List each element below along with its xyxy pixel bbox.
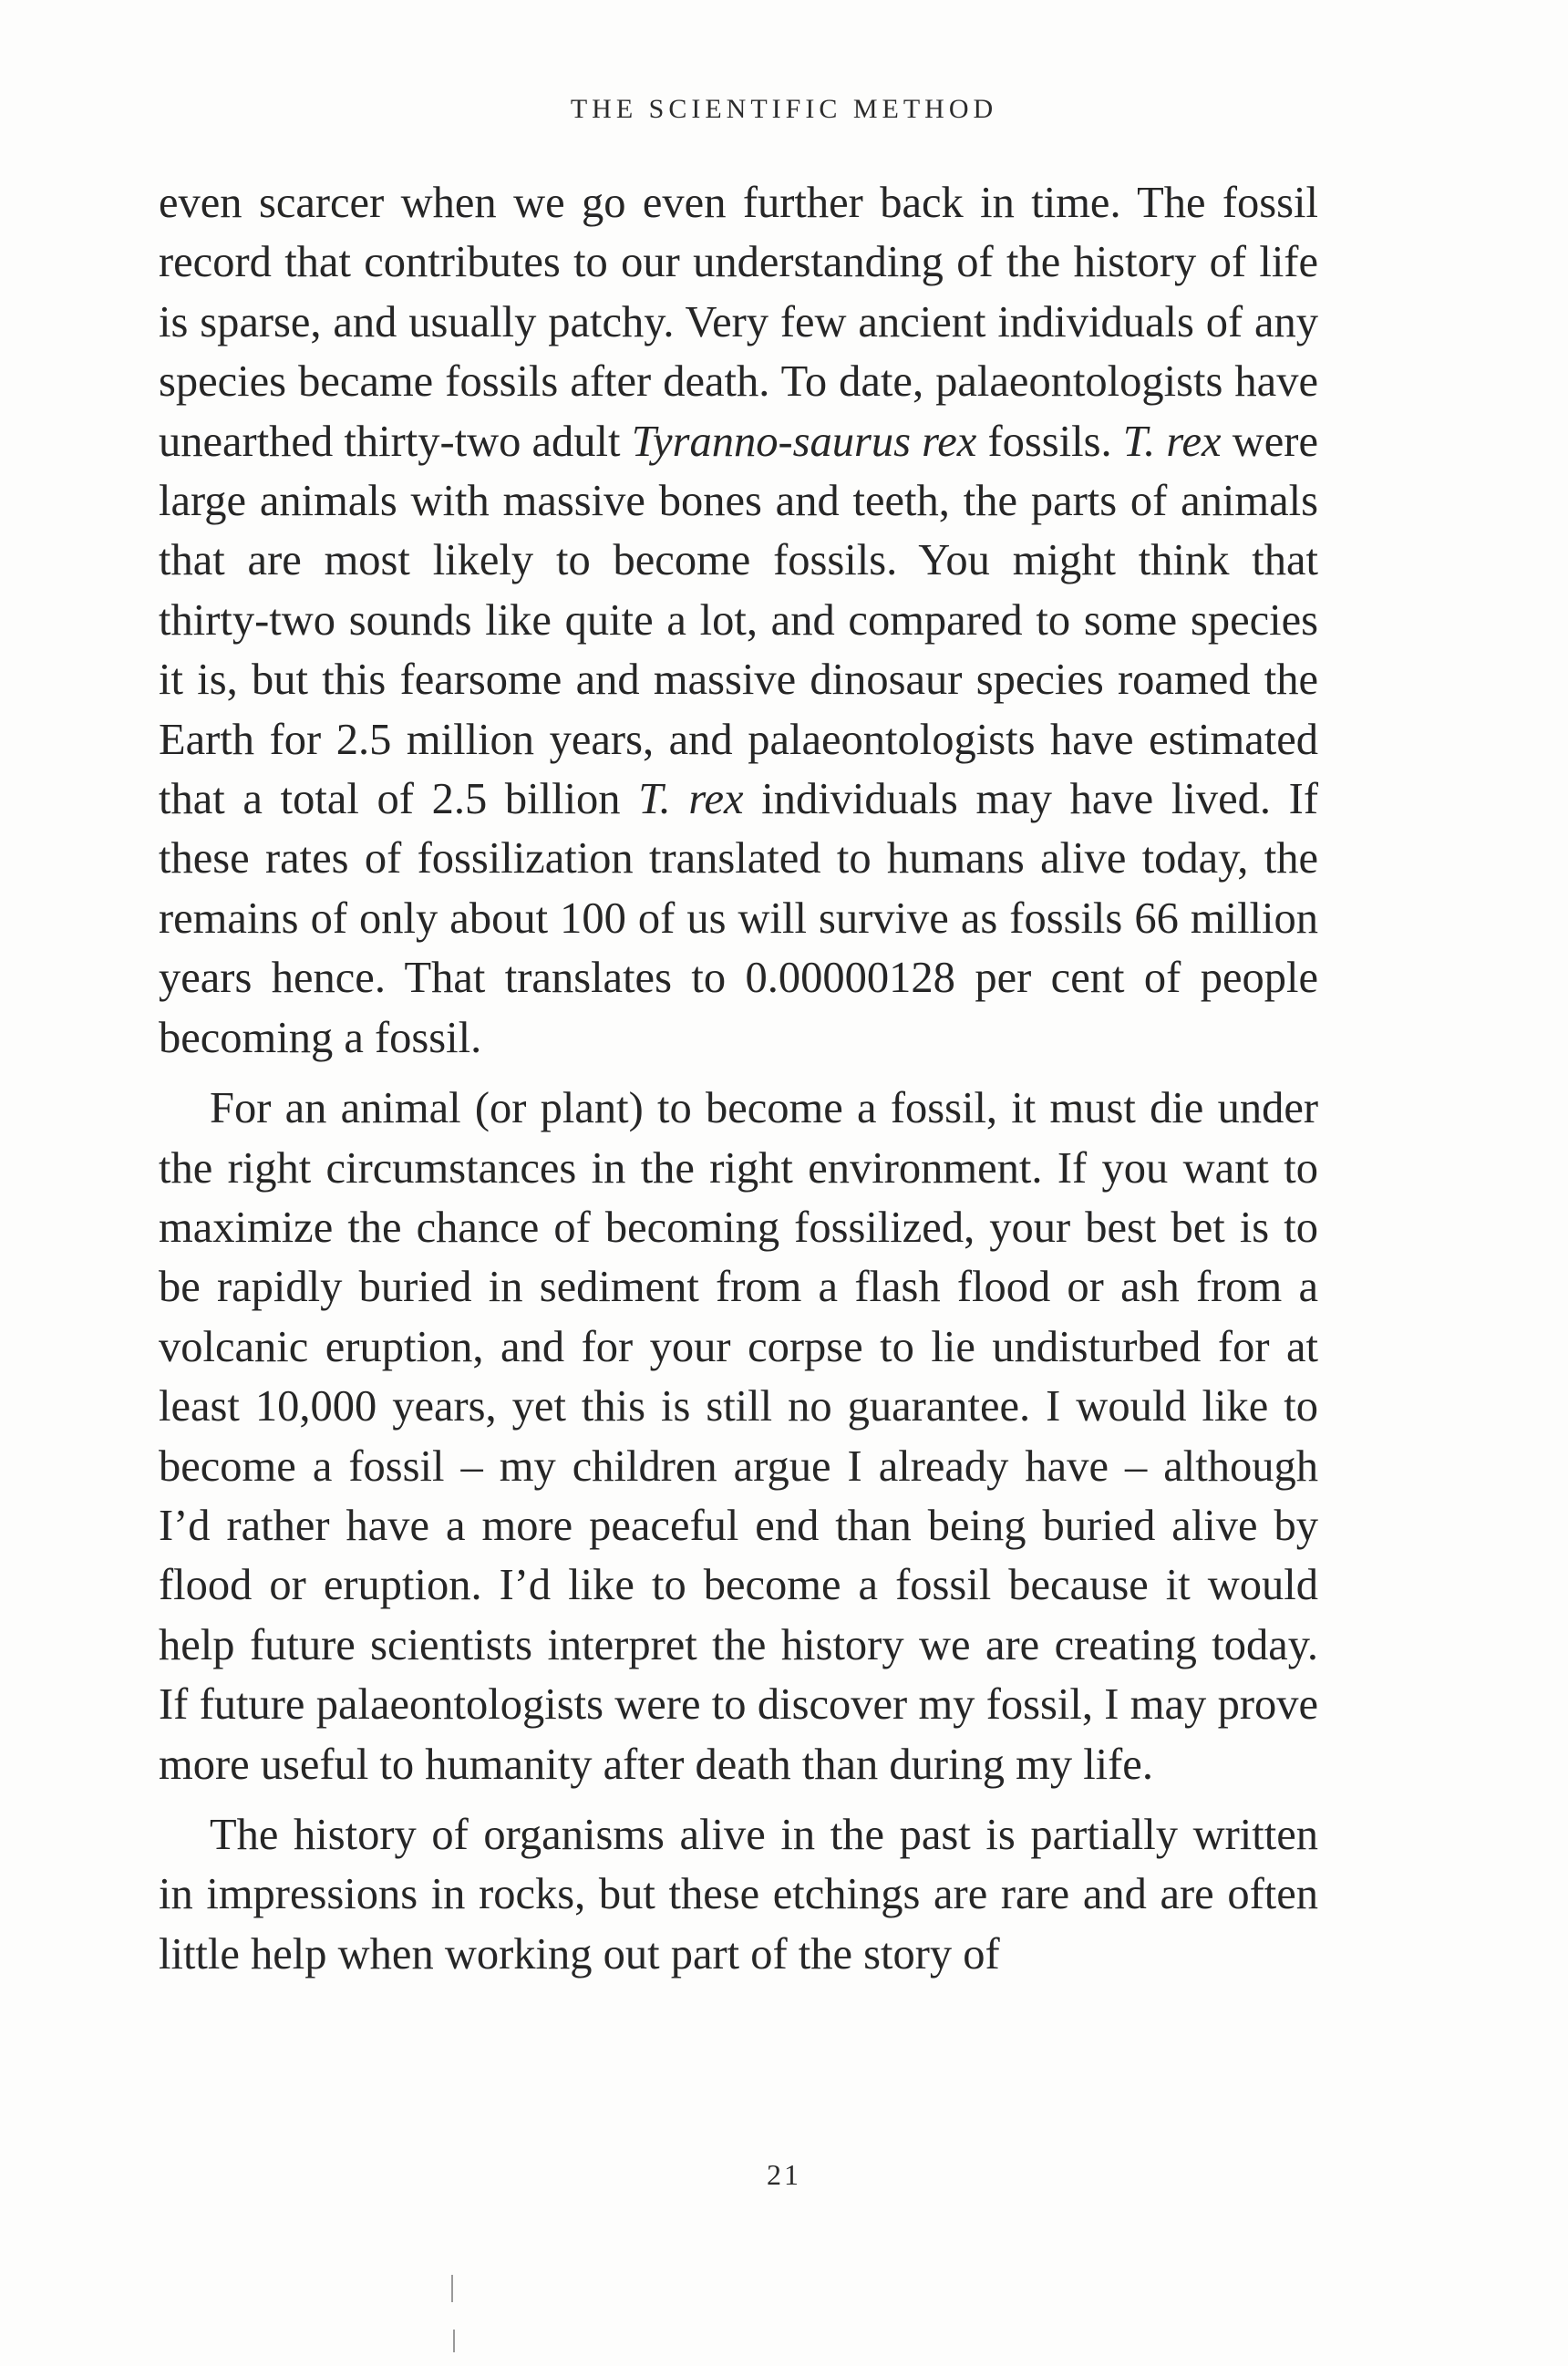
paragraph-1-text-2: fossils. <box>976 417 1123 466</box>
scan-artifact-line <box>451 2275 453 2302</box>
page-number: 21 <box>767 2158 801 2191</box>
paragraph-1-italic-tyrannosaurus: Tyranno-saurus rex <box>631 417 977 466</box>
paragraph-1-italic-trex-1: T. rex <box>1122 417 1222 466</box>
paragraph-1-text-4: individuals may have lived. If these rates of fossilization translated to humans alive today, the remains of only about 100 of us will survive as fossils 66 million years hence. That translates to 0.00000128 per cent of people becoming a fossil. <box>159 775 1318 1062</box>
paragraph-1-italic-trex-2: T. rex <box>638 775 744 824</box>
scan-artifact-line <box>453 2330 455 2352</box>
paragraph-1-text-3: were large animals with massive bones and teeth, the parts of animals that are most likely to become fossils. You might think that thirty-two sounds like quite a lot, and compared to some species it is, but this fearsome and massive dinosaur species roamed the Earth for 2.5 million years, and palaeontologists have estimated that a total of 2.5 billion <box>159 417 1318 824</box>
paragraph-1-text-1: even scarcer when we go even further back in time. The fossil record that contributes to our understanding of the history of life is sparse, and usually patchy. Very few ancient individuals of any species became fossils after death. To date, palaeontologists have unearthed thirty-two adult <box>159 179 1318 466</box>
paragraph-3-text: The history of organisms alive in the past is partially written in impressions in rocks, but these etchings are rare and are often little help when working out part of the story of <box>159 1810 1318 1979</box>
running-head: THE SCIENTIFIC METHOD <box>570 94 998 124</box>
paragraph-3 <box>159 1805 1318 1984</box>
paragraph-2 <box>159 1079 1318 1794</box>
body-text <box>159 173 1318 1984</box>
paragraph-2-text: For an animal (or plant) to become a fossil, it must die under the right circumstances in the right environment. If you want to maximize the chance of becoming fossilized, your best bet is to be rapidly buried in sediment from a flash flood or ash from a volcanic eruption, and for your corpse to lie undisturbed for at least 10,000 years, yet this is still no guarantee. I would like to become a fossil – my children argue I already have – although I’d rather have a more peaceful end than being buried alive by flood or eruption. I’d like to become a fossil because it would help future scientists interpret the history we are creating today. If future palaeontologists were to discover my fossil, I may prove more useful to humanity after death than during my life. <box>159 1084 1318 1789</box>
paragraph-1 <box>159 173 1318 1068</box>
